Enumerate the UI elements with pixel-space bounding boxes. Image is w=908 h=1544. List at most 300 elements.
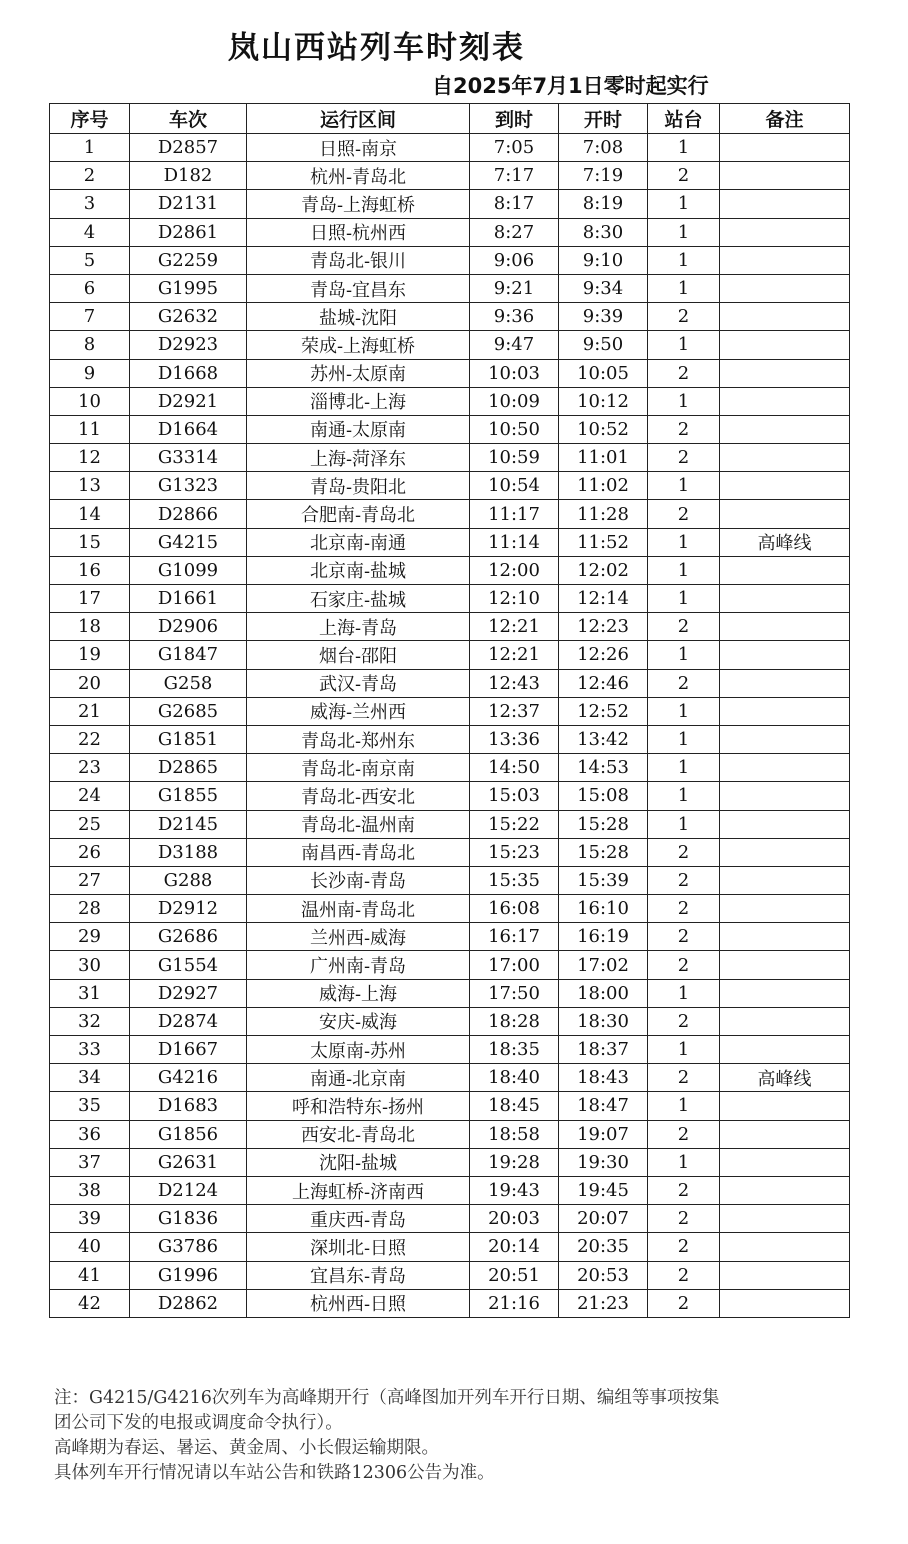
table-row [50, 613, 850, 641]
arrival-time: 10:03 [470, 359, 559, 387]
platform: 2 [648, 359, 720, 387]
arrival-time: 15:22 [470, 810, 559, 838]
platform: 1 [648, 754, 720, 782]
row-index: 42 [50, 1289, 130, 1317]
train-number: D1664 [130, 415, 247, 443]
note-line: 注：G4215/G4216次列车为高峰期开行（高峰图加开列车开行日期、编组等事项按集 [54, 1388, 720, 1408]
departure-time: 11:52 [559, 528, 648, 556]
departure-time: 13:42 [559, 725, 648, 753]
route: 日照-南京 [247, 134, 470, 162]
route: 西安北-青岛北 [247, 1120, 470, 1148]
platform: 1 [648, 641, 720, 669]
arrival-time: 12:21 [470, 641, 559, 669]
remark [720, 838, 850, 866]
table-row [50, 444, 850, 472]
arrival-time: 20:14 [470, 1233, 559, 1261]
arrival-time: 20:03 [470, 1205, 559, 1233]
platform: 1 [648, 810, 720, 838]
arrival-time: 18:28 [470, 1007, 559, 1035]
route: 盐城-沈阳 [247, 303, 470, 331]
row-index: 25 [50, 810, 130, 838]
arrival-time: 12:10 [470, 585, 559, 613]
arrival-time: 13:36 [470, 725, 559, 753]
route: 兰州西-威海 [247, 923, 470, 951]
route: 青岛-上海虹桥 [247, 190, 470, 218]
train-number: G258 [130, 669, 247, 697]
arrival-time: 7:05 [470, 134, 559, 162]
departure-time: 15:39 [559, 866, 648, 894]
route: 青岛北-西安北 [247, 782, 470, 810]
remark [720, 1092, 850, 1120]
train-number: D2145 [130, 810, 247, 838]
remark [720, 1148, 850, 1176]
arrival-time: 12:37 [470, 697, 559, 725]
table-row [50, 415, 850, 443]
header-remark: 备注 [720, 104, 850, 134]
platform: 2 [648, 866, 720, 894]
table-row [50, 1261, 850, 1289]
platform: 2 [648, 1120, 720, 1148]
route: 深圳北-日照 [247, 1233, 470, 1261]
train-number: G3786 [130, 1233, 247, 1261]
arrival-time: 18:58 [470, 1120, 559, 1148]
row-index: 35 [50, 1092, 130, 1120]
departure-time: 12:46 [559, 669, 648, 697]
route: 南通-北京南 [247, 1064, 470, 1092]
departure-time: 18:37 [559, 1036, 648, 1064]
departure-time: 10:52 [559, 415, 648, 443]
train-number: D2921 [130, 387, 247, 415]
arrival-time: 9:36 [470, 303, 559, 331]
platform: 2 [648, 1233, 720, 1261]
arrival-time: 8:17 [470, 190, 559, 218]
remark [720, 725, 850, 753]
row-index: 17 [50, 585, 130, 613]
arrival-time: 9:21 [470, 274, 559, 302]
table-row [50, 838, 850, 866]
remark [720, 697, 850, 725]
arrival-time: 10:50 [470, 415, 559, 443]
remark [720, 472, 850, 500]
remark [720, 1036, 850, 1064]
departure-time: 11:28 [559, 500, 648, 528]
row-index: 16 [50, 556, 130, 584]
route: 荣成-上海虹桥 [247, 331, 470, 359]
route: 长沙南-青岛 [247, 866, 470, 894]
row-index: 31 [50, 979, 130, 1007]
header-route: 运行区间 [247, 104, 470, 134]
departure-time: 20:35 [559, 1233, 648, 1261]
remark [720, 979, 850, 1007]
row-index: 10 [50, 387, 130, 415]
route: 合肥南-青岛北 [247, 500, 470, 528]
train-number: D3188 [130, 838, 247, 866]
remark [720, 246, 850, 274]
remark [720, 1261, 850, 1289]
route: 杭州西-日照 [247, 1289, 470, 1317]
arrival-time: 17:50 [470, 979, 559, 1007]
remark [720, 331, 850, 359]
arrival-time: 10:54 [470, 472, 559, 500]
row-index: 3 [50, 190, 130, 218]
arrival-time: 16:17 [470, 923, 559, 951]
row-index: 33 [50, 1036, 130, 1064]
platform: 1 [648, 190, 720, 218]
platform: 2 [648, 1007, 720, 1035]
platform: 2 [648, 1261, 720, 1289]
route: 苏州-太原南 [247, 359, 470, 387]
row-index: 14 [50, 500, 130, 528]
departure-time: 12:26 [559, 641, 648, 669]
arrival-time: 12:43 [470, 669, 559, 697]
remark [720, 1233, 850, 1261]
table-row [50, 218, 850, 246]
departure-time: 10:05 [559, 359, 648, 387]
table-row [50, 1007, 850, 1035]
table-row [50, 1205, 850, 1233]
arrival-time: 17:00 [470, 951, 559, 979]
platform: 1 [648, 1036, 720, 1064]
platform: 1 [648, 782, 720, 810]
arrival-time: 12:21 [470, 613, 559, 641]
route: 重庆西-青岛 [247, 1205, 470, 1233]
timetable-body [50, 134, 850, 1318]
arrival-time: 11:17 [470, 500, 559, 528]
train-number: D1683 [130, 1092, 247, 1120]
arrival-time: 12:00 [470, 556, 559, 584]
platform: 2 [648, 1289, 720, 1317]
departure-time: 14:53 [559, 754, 648, 782]
table-row [50, 866, 850, 894]
arrival-time: 10:59 [470, 444, 559, 472]
route: 日照-杭州西 [247, 218, 470, 246]
departure-time: 18:30 [559, 1007, 648, 1035]
row-index: 5 [50, 246, 130, 274]
departure-time: 19:07 [559, 1120, 648, 1148]
remark [720, 1176, 850, 1204]
departure-time: 17:02 [559, 951, 648, 979]
table-row [50, 725, 850, 753]
route: 青岛-宜昌东 [247, 274, 470, 302]
departure-time: 18:00 [559, 979, 648, 1007]
table-row [50, 246, 850, 274]
remark [720, 923, 850, 951]
table-row [50, 895, 850, 923]
departure-time: 19:45 [559, 1176, 648, 1204]
route: 杭州-青岛北 [247, 162, 470, 190]
remark [720, 641, 850, 669]
platform: 2 [648, 895, 720, 923]
row-index: 22 [50, 725, 130, 753]
header-row [50, 104, 850, 134]
row-index: 28 [50, 895, 130, 923]
row-index: 32 [50, 1007, 130, 1035]
route: 广州南-青岛 [247, 951, 470, 979]
remark [720, 1120, 850, 1148]
remark [720, 500, 850, 528]
departure-time: 9:39 [559, 303, 648, 331]
remark [720, 415, 850, 443]
train-number: G1836 [130, 1205, 247, 1233]
train-number: D2912 [130, 895, 247, 923]
remark [720, 1205, 850, 1233]
route: 威海-兰州西 [247, 697, 470, 725]
train-number: G4215 [130, 528, 247, 556]
row-index: 36 [50, 1120, 130, 1148]
table-row [50, 754, 850, 782]
departure-time: 12:14 [559, 585, 648, 613]
train-number: G2685 [130, 697, 247, 725]
remark [720, 782, 850, 810]
row-index: 7 [50, 303, 130, 331]
row-index: 39 [50, 1205, 130, 1233]
table-row [50, 1036, 850, 1064]
route: 石家庄-盐城 [247, 585, 470, 613]
remark [720, 810, 850, 838]
departure-time: 12:02 [559, 556, 648, 584]
departure-time: 8:19 [559, 190, 648, 218]
table-row [50, 979, 850, 1007]
train-number: G1856 [130, 1120, 247, 1148]
table-row [50, 782, 850, 810]
train-number: G1099 [130, 556, 247, 584]
train-number: D1668 [130, 359, 247, 387]
platform: 2 [648, 415, 720, 443]
train-number: G1996 [130, 1261, 247, 1289]
route: 太原南-苏州 [247, 1036, 470, 1064]
departure-time: 16:19 [559, 923, 648, 951]
departure-time: 15:08 [559, 782, 648, 810]
table-row [50, 274, 850, 302]
departure-time: 16:10 [559, 895, 648, 923]
departure-time: 12:52 [559, 697, 648, 725]
table-row [50, 1176, 850, 1204]
route: 青岛北-南京南 [247, 754, 470, 782]
note-line: 具体列车开行情况请以车站公告和铁路12306公告为准。 [54, 1463, 495, 1483]
platform: 2 [648, 1176, 720, 1204]
route: 威海-上海 [247, 979, 470, 1007]
platform: 2 [648, 1205, 720, 1233]
train-number: D2862 [130, 1289, 247, 1317]
remark [720, 951, 850, 979]
remark: 高峰线 [720, 1064, 850, 1092]
page-title: 岚山西站列车时刻表 [228, 30, 525, 66]
route: 上海-菏泽东 [247, 444, 470, 472]
remark [720, 866, 850, 894]
arrival-time: 18:35 [470, 1036, 559, 1064]
departure-time: 10:12 [559, 387, 648, 415]
platform: 1 [648, 697, 720, 725]
row-index: 2 [50, 162, 130, 190]
row-index: 38 [50, 1176, 130, 1204]
platform: 1 [648, 585, 720, 613]
row-index: 13 [50, 472, 130, 500]
arrival-time: 21:16 [470, 1289, 559, 1317]
header-index: 序号 [50, 104, 130, 134]
route: 青岛北-温州南 [247, 810, 470, 838]
platform: 1 [648, 979, 720, 1007]
row-index: 40 [50, 1233, 130, 1261]
platform: 1 [648, 528, 720, 556]
train-number: G2632 [130, 303, 247, 331]
row-index: 27 [50, 866, 130, 894]
departure-time: 20:07 [559, 1205, 648, 1233]
platform: 2 [648, 951, 720, 979]
route: 南昌西-青岛北 [247, 838, 470, 866]
train-number: G1995 [130, 274, 247, 302]
departure-time: 11:02 [559, 472, 648, 500]
departure-time: 9:10 [559, 246, 648, 274]
header-depart: 开时 [559, 104, 648, 134]
arrival-time: 16:08 [470, 895, 559, 923]
table-row [50, 923, 850, 951]
train-number: G3314 [130, 444, 247, 472]
table-row [50, 810, 850, 838]
train-number: G288 [130, 866, 247, 894]
notes [54, 1386, 854, 1486]
remark [720, 585, 850, 613]
table-row [50, 1233, 850, 1261]
train-number: D1661 [130, 585, 247, 613]
departure-time: 9:50 [559, 331, 648, 359]
remark [720, 190, 850, 218]
timetable [49, 103, 850, 1318]
row-index: 11 [50, 415, 130, 443]
arrival-time: 18:45 [470, 1092, 559, 1120]
remark [720, 162, 850, 190]
route: 青岛北-郑州东 [247, 725, 470, 753]
route: 淄博北-上海 [247, 387, 470, 415]
note-line: 高峰期为春运、暑运、黄金周、小长假运输期限。 [54, 1438, 439, 1458]
remark [720, 895, 850, 923]
train-number: D2923 [130, 331, 247, 359]
platform: 2 [648, 162, 720, 190]
header-platform: 站台 [648, 104, 720, 134]
arrival-time: 10:09 [470, 387, 559, 415]
train-number: D2865 [130, 754, 247, 782]
departure-time: 19:30 [559, 1148, 648, 1176]
arrival-time: 11:14 [470, 528, 559, 556]
platform: 2 [648, 1064, 720, 1092]
row-index: 4 [50, 218, 130, 246]
train-number: G2259 [130, 246, 247, 274]
remark [720, 134, 850, 162]
remark [720, 754, 850, 782]
route: 呼和浩特东-扬州 [247, 1092, 470, 1120]
remark [720, 444, 850, 472]
remark [720, 359, 850, 387]
table-row [50, 1064, 850, 1092]
row-index: 21 [50, 697, 130, 725]
departure-time: 11:01 [559, 444, 648, 472]
train-number: G2686 [130, 923, 247, 951]
route: 沈阳-盐城 [247, 1148, 470, 1176]
train-number: G2631 [130, 1148, 247, 1176]
route: 上海-青岛 [247, 613, 470, 641]
train-number: D2131 [130, 190, 247, 218]
route: 南通-太原南 [247, 415, 470, 443]
route: 北京南-盐城 [247, 556, 470, 584]
remark [720, 1007, 850, 1035]
row-index: 26 [50, 838, 130, 866]
table-row [50, 162, 850, 190]
departure-time: 21:23 [559, 1289, 648, 1317]
remark [720, 613, 850, 641]
table-row [50, 641, 850, 669]
platform: 2 [648, 613, 720, 641]
train-number: G1847 [130, 641, 247, 669]
departure-time: 18:43 [559, 1064, 648, 1092]
platform: 1 [648, 387, 720, 415]
route: 上海虹桥-济南西 [247, 1176, 470, 1204]
arrival-time: 15:23 [470, 838, 559, 866]
train-number: D182 [130, 162, 247, 190]
route: 宜昌东-青岛 [247, 1261, 470, 1289]
route: 温州南-青岛北 [247, 895, 470, 923]
platform: 2 [648, 923, 720, 951]
train-number: D2874 [130, 1007, 247, 1035]
platform: 1 [648, 1148, 720, 1176]
arrival-time: 19:28 [470, 1148, 559, 1176]
train-number: D2124 [130, 1176, 247, 1204]
train-number: G1855 [130, 782, 247, 810]
platform: 1 [648, 725, 720, 753]
effective-date: 自2025年7月1日零时起实行 [432, 74, 709, 98]
table-row [50, 134, 850, 162]
row-index: 15 [50, 528, 130, 556]
train-number: D2866 [130, 500, 247, 528]
arrival-time: 7:17 [470, 162, 559, 190]
train-number: D2906 [130, 613, 247, 641]
remark [720, 669, 850, 697]
table-row [50, 951, 850, 979]
row-index: 20 [50, 669, 130, 697]
train-number: D2857 [130, 134, 247, 162]
platform: 1 [648, 274, 720, 302]
table-row [50, 669, 850, 697]
table-row [50, 387, 850, 415]
remark [720, 218, 850, 246]
remark [720, 274, 850, 302]
departure-time: 18:47 [559, 1092, 648, 1120]
train-number: G4216 [130, 1064, 247, 1092]
route: 青岛-贵阳北 [247, 472, 470, 500]
table-row [50, 1148, 850, 1176]
arrival-time: 20:51 [470, 1261, 559, 1289]
platform: 2 [648, 669, 720, 697]
train-number: D1667 [130, 1036, 247, 1064]
arrival-time: 9:47 [470, 331, 559, 359]
table-row [50, 1289, 850, 1317]
row-index: 1 [50, 134, 130, 162]
row-index: 12 [50, 444, 130, 472]
arrival-time: 9:06 [470, 246, 559, 274]
platform: 1 [648, 134, 720, 162]
arrival-time: 8:27 [470, 218, 559, 246]
platform: 2 [648, 838, 720, 866]
row-index: 30 [50, 951, 130, 979]
row-index: 24 [50, 782, 130, 810]
arrival-time: 15:35 [470, 866, 559, 894]
platform: 2 [648, 303, 720, 331]
table-row [50, 1092, 850, 1120]
remark [720, 387, 850, 415]
header-train: 车次 [130, 104, 247, 134]
table-row [50, 585, 850, 613]
route: 烟台-邵阳 [247, 641, 470, 669]
arrival-time: 19:43 [470, 1176, 559, 1204]
row-index: 41 [50, 1261, 130, 1289]
